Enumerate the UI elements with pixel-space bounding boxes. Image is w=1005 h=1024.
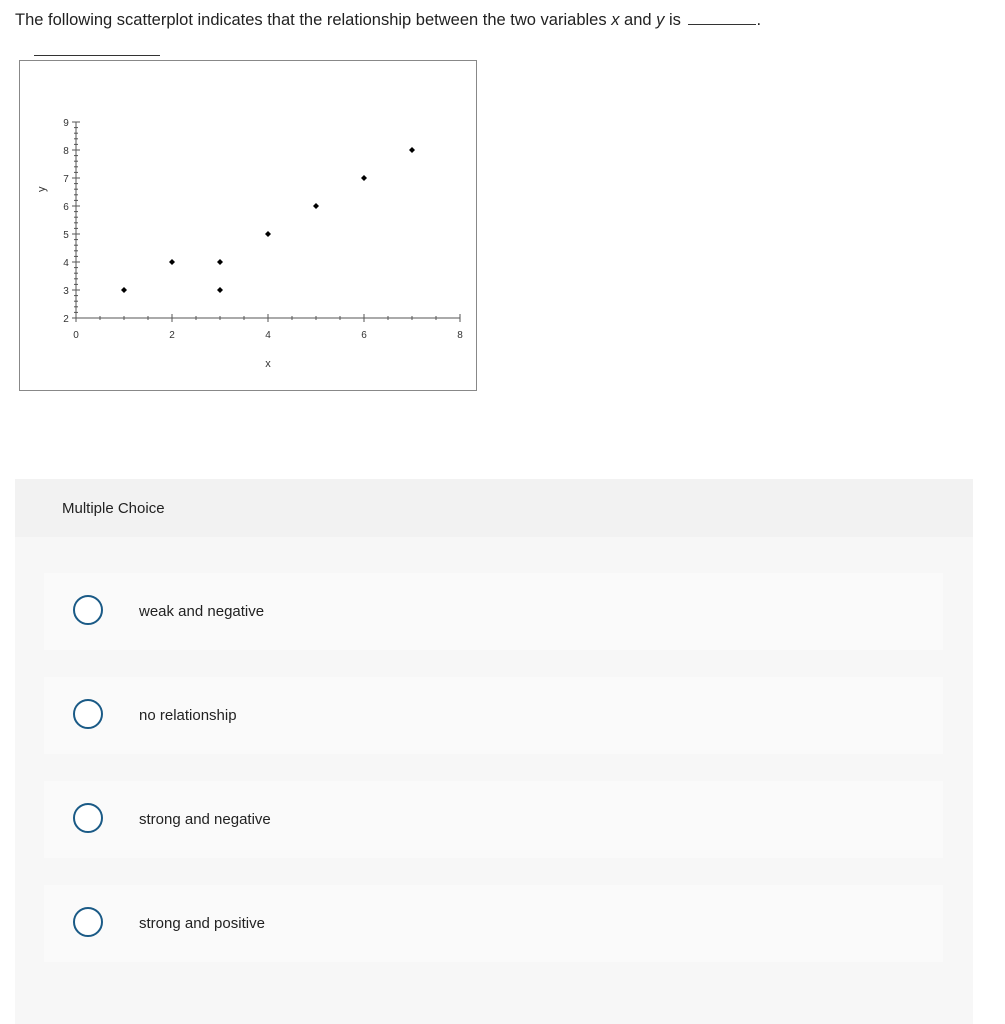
question-prefix: The following scatterplot indicates that the relationship between the two variables: [15, 11, 612, 29]
option-label: weak and negative: [139, 603, 265, 620]
variable-x: x: [611, 11, 620, 29]
y-tick-label: 9: [63, 118, 69, 129]
radio-button[interactable]: [73, 595, 103, 625]
multiple-choice-header: Multiple Choice: [15, 479, 973, 537]
option-label: strong and negative: [139, 811, 271, 828]
y-tick-label: 3: [63, 286, 69, 297]
data-point: [121, 287, 127, 293]
question-and: and: [619, 11, 657, 29]
y-tick-label: 7: [63, 174, 69, 185]
data-point: [169, 259, 175, 265]
multiple-choice-panel: [15, 479, 973, 1024]
data-point: [217, 259, 223, 265]
data-point: [265, 231, 271, 237]
option-strong-and-positive[interactable]: [44, 885, 943, 962]
y-axis-label: y: [36, 186, 48, 192]
x-tick-label: 0: [73, 330, 79, 341]
option-weak-and-negative[interactable]: [44, 573, 943, 650]
option-label: strong and positive: [139, 915, 265, 932]
variable-y: y: [656, 11, 665, 29]
answer-blank-line: [34, 55, 160, 56]
question-text: [15, 8, 995, 32]
data-point: [409, 147, 415, 153]
y-tick-label: 4: [63, 258, 69, 269]
option-label: no relationship: [139, 707, 237, 724]
x-axis-label: x: [265, 358, 271, 370]
x-tick-label: 2: [169, 330, 175, 341]
x-tick-label: 4: [265, 330, 271, 341]
data-point: [313, 203, 319, 209]
radio-button[interactable]: [73, 907, 103, 937]
y-tick-label: 2: [63, 314, 69, 325]
x-tick-label: 8: [457, 330, 463, 341]
option-strong-and-negative[interactable]: [44, 781, 943, 858]
y-tick-label: 5: [63, 230, 69, 241]
y-tick-label: 8: [63, 146, 69, 157]
scatterplot-chart: [20, 61, 476, 390]
data-point: [361, 175, 367, 181]
question-period: .: [756, 11, 762, 29]
option-no-relationship[interactable]: [44, 677, 943, 754]
answer-blank: [688, 9, 756, 25]
data-point: [217, 287, 223, 293]
question-is: is: [664, 11, 686, 29]
y-tick-label: 6: [63, 202, 69, 213]
scatterplot-figure: [19, 60, 477, 391]
radio-button[interactable]: [73, 803, 103, 833]
radio-button[interactable]: [73, 699, 103, 729]
x-tick-label: 6: [361, 330, 367, 341]
